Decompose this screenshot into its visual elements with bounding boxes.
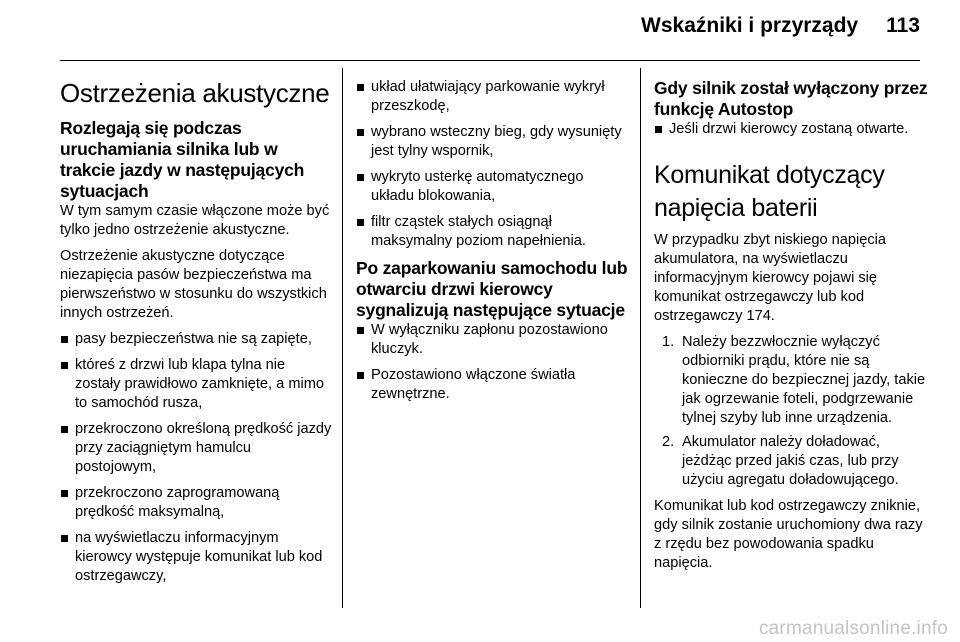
column-2 xyxy=(356,68,628,411)
autostop-list xyxy=(654,120,930,139)
parking-warning-list xyxy=(356,321,628,404)
step-text: Należy bezzwłocznie wyłączyć odbiorniki prądu, które nie są konieczne do bezpiecznej jazdy, takie jak ogrzewanie foteli, podgrzewanie tylnej szyby lub inne urządzenia. xyxy=(682,334,926,426)
battery-steps xyxy=(654,333,930,490)
paragraph-low-voltage: W przypadku zbyt niskiego napięcia akumulatora, na wyświetlaczu informacyjnym kierowcy pojawi się komunikat ostrzegawczy lub kod ostrzegawczy 174. xyxy=(654,232,886,324)
column-divider-2 xyxy=(640,68,641,608)
column-3 xyxy=(654,68,930,580)
paragraph-message-disappears: Komunikat lub kod ostrzegawczy zniknie, gdy silnik zostanie uruchomiony dwa razy z rzędu bez powodowania spadku napięcia. xyxy=(654,498,923,571)
section-title: Wskaźniki i przyrządy xyxy=(641,14,859,37)
step-number: 1. xyxy=(662,334,675,350)
list-item: pasy bezpieczeństwa nie są zapięte, xyxy=(60,330,332,349)
page-header xyxy=(641,14,920,50)
column-1 xyxy=(60,68,332,593)
subheading-after-parking: Po zaparkowaniu samochodu lub otwarciu drzwi kierowcy sygnalizują następujące sytuacje xyxy=(356,258,628,320)
subheading-startup-driving: Rozlegają się podczas uruchamiania silnika lub w trakcie jazdy w następujących sytuacjach xyxy=(60,118,305,201)
list-item: przekroczono zaprogramowaną prędkość maksymalną, xyxy=(60,484,332,522)
paragraph-seatbelt-priority: Ostrzeżenie akustyczne dotyczące niezapięcia pasów bezpieczeństwa ma pierwszeństwo w stosunku do wszystkich innych ostrzeżeń. xyxy=(60,248,327,321)
list-item: układ ułatwiający parkowanie wykrył przeszkodę, xyxy=(356,78,628,116)
list-item: któreś z drzwi lub klapa tylna nie zostały prawidłowo zamknięte, a mimo to samochód rusza, xyxy=(60,356,332,413)
step-item xyxy=(654,333,930,428)
warning-list-continued xyxy=(356,78,628,251)
list-item: wybrano wsteczny bieg, gdy wysunięty jest tylny wspornik, xyxy=(356,123,628,161)
list-item: W wyłączniku zapłonu pozostawiono kluczyk. xyxy=(356,321,628,359)
step-item xyxy=(654,433,930,490)
list-item: na wyświetlaczu informacyjnym kierowcy występuje komunikat lub kod ostrzegawczy, xyxy=(60,529,332,586)
watermark: carmanualsonline.info xyxy=(758,618,948,639)
column-divider-1 xyxy=(342,68,343,608)
list-item: przekroczono określoną prędkość jazdy przy zaciągniętym hamulcu postojowym, xyxy=(60,420,332,477)
header-rule xyxy=(60,60,920,61)
list-item: Pozostawiono włączone światła zewnętrzne. xyxy=(356,366,628,404)
warning-list xyxy=(60,330,332,586)
list-item: Jeśli drzwi kierowcy zostaną otwarte. xyxy=(654,120,930,139)
step-number: 2. xyxy=(662,434,675,450)
paragraph-one-warning: W tym samym czasie włączone może być tylko jedno ostrzeżenie akustyczne. xyxy=(60,203,330,238)
page-number: 113 xyxy=(886,14,920,37)
list-item: filtr cząstek stałych osiągnął maksymalny poziom napełnienia. xyxy=(356,213,628,251)
subheading-autostop: Gdy silnik został wyłączony przez funkcję Autostop xyxy=(654,78,928,119)
step-text: Akumulator należy doładować, jeżdżąc przed jakiś czas, lub przy użyciu agregatu doładowującego. xyxy=(682,434,899,488)
section-heading-battery-voltage: Komunikat dotyczący napięcia baterii xyxy=(654,161,885,222)
list-item: wykryto usterkę automatycznego układu blokowania, xyxy=(356,168,628,206)
section-heading-acoustic-warnings: Ostrzeżenia akustyczne xyxy=(60,78,330,108)
